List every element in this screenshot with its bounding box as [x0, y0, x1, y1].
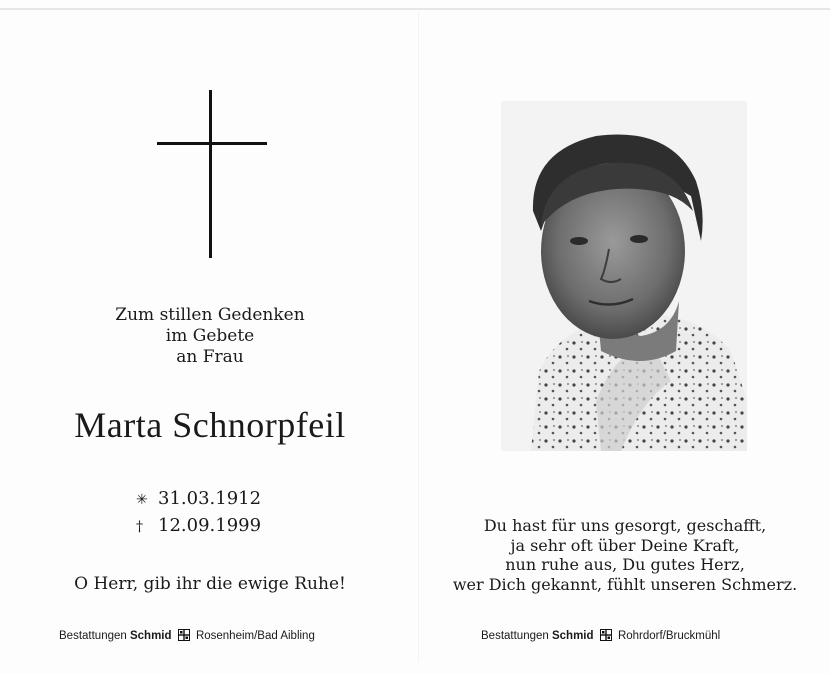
poem-line-3: nun ruhe aus, Du gutes Herz, [505, 555, 745, 574]
life-dates [136, 486, 261, 540]
funeral-brand: Schmid [129, 630, 172, 642]
portrait-photo-icon [501, 101, 747, 451]
prayer-line: O Herr, gib ihr die ewige Ruhe! [74, 574, 346, 594]
boxed-cross-emblem-icon [600, 629, 612, 641]
birth-star-icon: ✳ [136, 492, 148, 508]
portrait-photo [501, 101, 747, 451]
funeral-prefix: Bestattungen [59, 630, 127, 642]
death-date: 12.09.1999 [158, 515, 262, 536]
poem [430, 516, 820, 594]
birth-row [136, 486, 261, 513]
death-row [136, 513, 261, 540]
poem-line-1: Du hast für uns gesorgt, geschafft, [483, 516, 767, 535]
intro-line-2: im Gebete [165, 326, 255, 346]
birth-date: 31.03.1912 [158, 488, 262, 509]
poem-line-2: ja sehr oft über Deine Kraft, [510, 535, 740, 555]
intro-line-1: Zum stillen Gedenken [115, 305, 305, 325]
intro-text [20, 305, 400, 368]
funeral-home-left [59, 629, 315, 642]
center-fold [418, 12, 419, 662]
deceased-name: Marta Schnorpfeil [74, 405, 346, 445]
funeral-brand: Schmid [551, 630, 594, 642]
funeral-home-right [481, 629, 720, 642]
cross-icon [157, 90, 267, 258]
boxed-cross-emblem-icon [178, 629, 190, 641]
poem-line-4: wer Dich gekannt, fühlt unseren Schmerz. [452, 574, 798, 594]
funeral-prefix: Bestattungen [481, 630, 549, 642]
funeral-location: Rosenheim/Bad Aibling [195, 630, 315, 642]
top-edge [0, 8, 830, 10]
funeral-location: Rohrdorf/Bruckmühl [617, 630, 721, 642]
death-dagger-icon: † [136, 519, 143, 535]
intro-line-3: an Frau [176, 347, 244, 367]
